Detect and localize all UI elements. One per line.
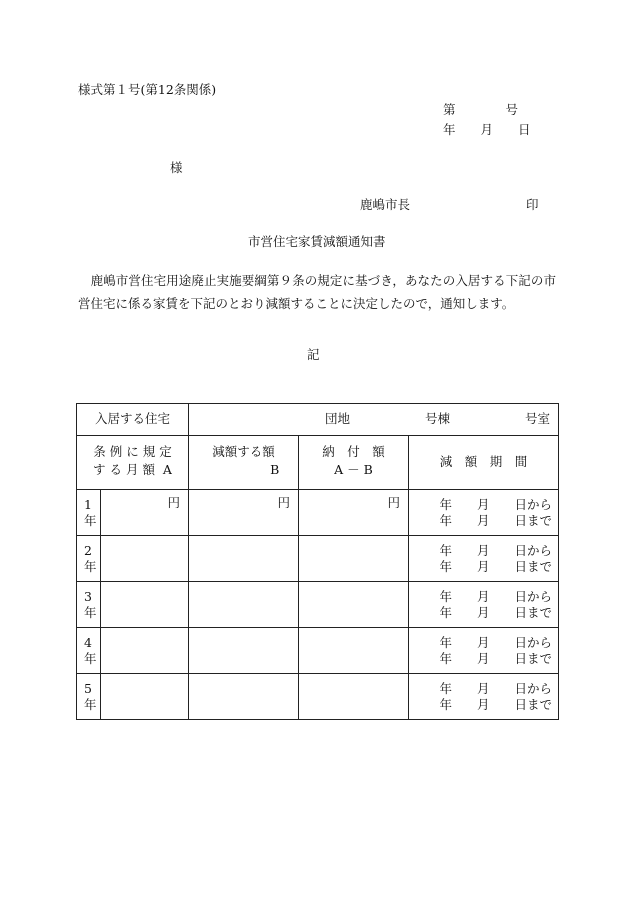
reduction-table <box>76 403 558 712</box>
document-number: 第 号 <box>443 102 519 117</box>
amount-ab-cell <box>299 628 409 674</box>
amount-b-cell <box>189 536 299 582</box>
amount-ab-cell <box>299 536 409 582</box>
amount-a-cell <box>101 674 189 720</box>
amount-ab-cell <box>299 674 409 720</box>
header-reduction-amount: 減額する額 B <box>189 436 299 490</box>
yen-unit: 円 <box>387 495 401 510</box>
document-date: 年 月 日 <box>443 122 531 137</box>
amount-ab-cell <box>299 490 409 536</box>
year-cell: 3 年 <box>77 582 101 628</box>
amount-a-cell <box>101 582 189 628</box>
amount-ab-cell <box>299 582 409 628</box>
yen-unit: 円 <box>167 495 181 510</box>
table-row <box>77 628 559 674</box>
residence-label: 入居する住宅 <box>95 411 171 427</box>
amount-b-cell <box>189 490 299 536</box>
yen-unit: 円 <box>277 495 291 510</box>
amount-a-cell <box>101 490 189 536</box>
amount-b-cell <box>189 582 299 628</box>
period-cell: 年 月 日から 年 月 日まで <box>409 490 559 536</box>
table-row <box>77 490 559 536</box>
seal-mark: 印 <box>526 197 539 212</box>
body-paragraph: 鹿嶋市営住宅用途廃止実施要綱第９条の規定に基づき，あなたの入居する下記の市営住宅に係る家賃を下記のとおり減額することに決定したので，通知します。 <box>78 273 556 311</box>
amount-b-cell <box>189 628 299 674</box>
period-cell: 年 月 日から 年 月 日まで <box>409 582 559 628</box>
period-cell: 年 月 日から 年 月 日まで <box>409 674 559 720</box>
table-row <box>77 582 559 628</box>
header-monthly-amount: 条 例 に 規 定 す る 月 額 A <box>77 436 189 490</box>
year-cell: 1 年 <box>77 490 101 536</box>
year-cell: 5 年 <box>77 674 101 720</box>
document-title: 市営住宅家賃減額通知書 <box>248 234 386 249</box>
residence-label-cell <box>77 404 189 436</box>
residence-row <box>77 404 559 436</box>
form-id: 様式第１号(第12条関係) <box>78 82 217 97</box>
amount-a-cell <box>101 536 189 582</box>
header-reduction-period: 減 額 期 間 <box>409 436 559 490</box>
table-row <box>77 536 559 582</box>
table-row <box>77 674 559 720</box>
residence-value-cell <box>189 404 559 436</box>
sender-name: 鹿嶋市長 <box>360 197 411 212</box>
amount-a-cell <box>101 628 189 674</box>
column-header-row <box>77 436 559 490</box>
note-mark: 記 <box>307 347 320 362</box>
header-payment-amount: 納 付 額 A － B <box>299 436 409 490</box>
year-cell: 2 年 <box>77 536 101 582</box>
period-cell: 年 月 日から 年 月 日まで <box>409 628 559 674</box>
year-cell: 4 年 <box>77 628 101 674</box>
amount-b-cell <box>189 674 299 720</box>
addressee-suffix: 様 <box>170 160 183 175</box>
residence-value: 団地 号棟 号室 <box>325 411 551 427</box>
period-cell: 年 月 日から 年 月 日まで <box>409 536 559 582</box>
